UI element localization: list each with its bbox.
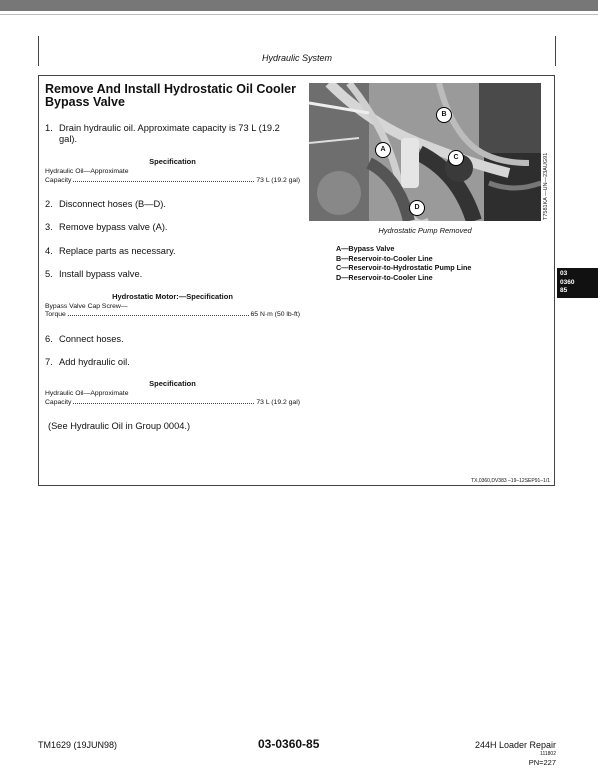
spec-line: Hydraulic Oil—Approximate — [45, 390, 129, 397]
spec-label: Capacity — [45, 177, 72, 184]
step-number: 2. — [45, 199, 53, 209]
page-number: PN=227 — [528, 758, 556, 767]
tab-line: 03 — [560, 270, 568, 277]
spec-label: Capacity — [45, 399, 72, 406]
figure-legend — [336, 244, 471, 282]
legend-item: B—Reservoir-to-Cooler Line — [336, 253, 433, 263]
photo-id: T7581KA —UN—23AUG91 — [543, 152, 549, 220]
callout-b: B — [436, 107, 452, 123]
step-number: 1. — [45, 123, 53, 133]
spec-row — [45, 399, 300, 406]
spec-value: 73 L (19.2 gal) — [256, 399, 300, 406]
reference-tag: TX,0360,DV383 –19–12SEP91–1/1 — [471, 478, 550, 484]
step-text: Connect hoses. — [59, 334, 124, 344]
callout-c: C — [448, 150, 464, 166]
step-3 — [45, 222, 168, 233]
step-number: 4. — [45, 246, 53, 256]
running-head: Hydraulic System — [261, 53, 333, 63]
legend-item: D—Reservoir-to-Cooler Line — [336, 272, 433, 282]
callout-d: D — [409, 200, 425, 216]
legend-item: A—Bypass Valve — [336, 244, 395, 253]
spec-heading: Specification — [149, 379, 196, 388]
spec-label: Torque — [45, 311, 66, 318]
step-4 — [45, 246, 176, 257]
callout-a: A — [375, 142, 391, 158]
step-5 — [45, 269, 142, 280]
spec-row — [45, 311, 300, 318]
spec-heading: Specification — [149, 157, 196, 166]
step-number: 5. — [45, 269, 53, 279]
footer-small-code: 111802 — [540, 751, 556, 757]
step-text: Replace parts as necessary. — [59, 246, 176, 256]
step-text: Install bypass valve. — [59, 269, 143, 279]
tab-line: 85 — [560, 287, 568, 294]
step-text: Remove bypass valve (A). — [59, 222, 168, 232]
section-tab — [557, 268, 598, 298]
photo-illustration — [309, 83, 541, 221]
page-code: 03-0360-85 — [258, 737, 320, 751]
figure-caption: Hydrostatic Pump Removed — [378, 226, 472, 235]
spec-value: 65 N·m (50 lb-ft) — [250, 311, 300, 318]
step-text: Disconnect hoses (B—D). — [59, 199, 166, 209]
spec-value: 73 L (19.2 gal) — [256, 177, 300, 184]
step-1 — [45, 123, 280, 145]
hydrostatic-pump-photo — [309, 83, 541, 221]
legend-item: C—Reservoir-to-Hydrostatic Pump Line — [336, 263, 472, 272]
spec-line: Hydraulic Oil—Approximate — [45, 168, 129, 175]
spec-line: Bypass Valve Cap Screw— — [45, 303, 128, 310]
step-text: Drain hydraulic oil. Approximate capacity is 73 L (19.2 — [59, 123, 280, 133]
spec-heading: Hydrostatic Motor:—Specification — [112, 292, 233, 301]
step-number: 7. — [45, 357, 53, 367]
step-6 — [45, 334, 124, 345]
manual-id: TM1629 (19JUN98) — [38, 740, 118, 750]
top-rule — [0, 14, 598, 15]
spec-row — [45, 177, 300, 184]
step-7 — [45, 357, 130, 368]
section-title: Remove And Install Hydrostatic Oil Cooler Bypass Valve — [45, 82, 296, 109]
see-note: (See Hydraulic Oil in Group 0004.) — [48, 421, 191, 431]
step-number: 6. — [45, 334, 53, 344]
top-bar — [0, 0, 598, 11]
step-number: 3. — [45, 222, 53, 232]
tab-line: 0360 — [560, 278, 575, 286]
step-text: Add hydraulic oil. — [59, 357, 130, 367]
step-2 — [45, 199, 166, 210]
step-text-cont: gal). — [59, 134, 78, 144]
manual-title: 244H Loader Repair — [474, 740, 556, 750]
